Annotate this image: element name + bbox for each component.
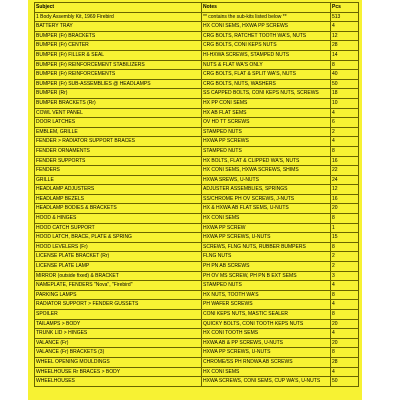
table-row bbox=[35, 233, 359, 243]
cell-pcs: 16 bbox=[331, 156, 359, 166]
cell-notes: FLNG NUTS bbox=[202, 252, 331, 262]
table-row bbox=[35, 156, 359, 166]
cell-pcs: 1 bbox=[331, 223, 359, 233]
table-row bbox=[35, 223, 359, 233]
cell-subject: 1 Body Assembly Kit, 1969 Firebird bbox=[35, 12, 202, 22]
cell-subject: PARKING LAMPS bbox=[35, 290, 202, 300]
table-row bbox=[35, 146, 359, 156]
cell-notes: HX PP CONI SEMS bbox=[202, 98, 331, 108]
table-row bbox=[35, 310, 359, 320]
cell-notes: HX CONI SEMS, HXWA PP SCREWS bbox=[202, 22, 331, 32]
table-row bbox=[35, 118, 359, 128]
cell-pcs: 28 bbox=[331, 41, 359, 51]
header-notes: Notes bbox=[202, 3, 331, 13]
cell-notes: CONI KEPS NUTS, MASTIC SEALER bbox=[202, 310, 331, 320]
cell-subject: HOOD & HINGES bbox=[35, 214, 202, 224]
cell-notes: PH WAFER SCREWS bbox=[202, 300, 331, 310]
cell-notes: STAMPED NUTS bbox=[202, 146, 331, 156]
table-row bbox=[35, 300, 359, 310]
cell-pcs: 24 bbox=[331, 175, 359, 185]
cell-subject: TAILAMPS > BODY bbox=[35, 319, 202, 329]
cell-pcs: 4 bbox=[331, 329, 359, 339]
cell-pcs: 4 bbox=[331, 22, 359, 32]
cell-pcs: 20 bbox=[331, 204, 359, 214]
cell-pcs: 3 bbox=[331, 271, 359, 281]
cell-subject: BUMPER (Fr) FILLER & SEAL bbox=[35, 50, 202, 60]
cell-notes: HXWA SCREWS, CONI SEMS, CUP WA'S, U-NUTS bbox=[202, 377, 331, 387]
cell-pcs: 4 bbox=[331, 300, 359, 310]
cell-pcs: 8 bbox=[331, 242, 359, 252]
cell-pcs: 14 bbox=[331, 50, 359, 60]
cell-subject: COWL VENT PANEL bbox=[35, 108, 202, 118]
cell-notes: HXWA SREWS, U-NUTS bbox=[202, 175, 331, 185]
cell-subject: SPOILER bbox=[35, 310, 202, 320]
cell-pcs: 10 bbox=[331, 98, 359, 108]
cell-notes: SS CAPPED BOLTS, CONI KEPS NUTS, SCREWS bbox=[202, 89, 331, 99]
table-row bbox=[35, 89, 359, 99]
cell-subject: MIRROR (outside fixed) & BRACKET bbox=[35, 271, 202, 281]
table-row bbox=[35, 41, 359, 51]
cell-pcs: 8 bbox=[331, 290, 359, 300]
table-row bbox=[35, 194, 359, 204]
cell-pcs: 8 bbox=[331, 214, 359, 224]
table-row bbox=[35, 12, 359, 22]
cell-pcs: 28 bbox=[331, 357, 359, 367]
cell-notes: HXWA AB & PP SCREWS, U-NUTS bbox=[202, 338, 331, 348]
cell-pcs: 513 bbox=[331, 12, 359, 22]
cell-subject: BATTERY TRAY bbox=[35, 22, 202, 32]
cell-notes: STAMPED NUTS bbox=[202, 281, 331, 291]
cell-pcs: 6 bbox=[331, 118, 359, 128]
cell-notes: QUICKY BOLTS, CONI TOOTH KEPS NUTS bbox=[202, 319, 331, 329]
cell-pcs: 22 bbox=[331, 166, 359, 176]
cell-pcs: 20 bbox=[331, 319, 359, 329]
cell-notes: HXWA PP SCREW bbox=[202, 223, 331, 233]
table-row bbox=[35, 60, 359, 70]
table-row bbox=[35, 357, 359, 367]
table-row bbox=[35, 185, 359, 195]
cell-pcs: 16 bbox=[331, 194, 359, 204]
cell-notes: STAMPED NUTS bbox=[202, 127, 331, 137]
table-row bbox=[35, 290, 359, 300]
cell-pcs: 18 bbox=[331, 89, 359, 99]
cell-subject: DOOR LATCHES bbox=[35, 118, 202, 128]
cell-pcs: 12 bbox=[331, 185, 359, 195]
cell-notes: NUTS & FLAT WA'S ONLY bbox=[202, 60, 331, 70]
cell-subject: WHEELHOUSE Rr BRACES > BODY bbox=[35, 367, 202, 377]
cell-subject: EMBLEM, GRILLE bbox=[35, 127, 202, 137]
cell-pcs: 4 bbox=[331, 367, 359, 377]
cell-subject: VALANCE (Fr) BRACKETS (3) bbox=[35, 348, 202, 358]
cell-pcs: 20 bbox=[331, 338, 359, 348]
table-row bbox=[35, 108, 359, 118]
cell-notes: HX CONI SEMS, HXWA SCREWS, SHIMS bbox=[202, 166, 331, 176]
table-row bbox=[35, 214, 359, 224]
cell-notes: HX CONI SEMS bbox=[202, 214, 331, 224]
table-row bbox=[35, 377, 359, 387]
table-row bbox=[35, 22, 359, 32]
cell-pcs: 50 bbox=[331, 79, 359, 89]
cell-notes: HXWA PP SCREWS, U-NUTS bbox=[202, 233, 331, 243]
cell-notes: HX & HXWA AB FLAT SEMS, U-NUTS bbox=[202, 204, 331, 214]
cell-subject: HEADLAMP BEZELS bbox=[35, 194, 202, 204]
cell-subject: RADIATOR SUPPORT > FENDER GUSSETS bbox=[35, 300, 202, 310]
cell-subject: HOOD LEVELERS (Fr) bbox=[35, 242, 202, 252]
cell-subject: TRUNK LID > HINGES bbox=[35, 329, 202, 339]
table-row bbox=[35, 242, 359, 252]
cell-pcs: 4 bbox=[331, 281, 359, 291]
cell-subject: HEADLAMP BODIES & BRACKETS bbox=[35, 204, 202, 214]
cell-subject: FENDER > RADIATOR SUPPORT BRACES bbox=[35, 137, 202, 147]
cell-notes: HI-HXWA SCREWS, STAMPED NUTS bbox=[202, 50, 331, 60]
cell-subject: VALANCE (Fr) bbox=[35, 338, 202, 348]
cell-notes: HX AB FLAT SEMS bbox=[202, 108, 331, 118]
cell-pcs: 4 bbox=[331, 137, 359, 147]
cell-pcs: 2 bbox=[331, 262, 359, 272]
cell-notes: CHROME/SS PH RNDWA AB SCREWS bbox=[202, 357, 331, 367]
table-row bbox=[35, 271, 359, 281]
cell-subject: LICENSE PLATE LAMP bbox=[35, 262, 202, 272]
cell-subject: LICENSE PLATE BRACKET (Rr) bbox=[35, 252, 202, 262]
table-row bbox=[35, 50, 359, 60]
cell-notes: ADJUSTER ASSEMBLIES, SPRINGS bbox=[202, 185, 331, 195]
cell-notes: CRG BOLTS, RATCHET TOOTH WA'S, NUTS bbox=[202, 31, 331, 41]
cell-pcs: 2 bbox=[331, 252, 359, 262]
table-row bbox=[35, 367, 359, 377]
cell-subject: NAMEPLATE, FENDERS "Nova", "Firebird" bbox=[35, 281, 202, 291]
table-row bbox=[35, 79, 359, 89]
cell-subject: BUMPER BRACKETS (Rr) bbox=[35, 98, 202, 108]
cell-notes: CRG BOLTS, FLAT & SPLIT WA'S, NUTS bbox=[202, 70, 331, 80]
cell-notes: SCREWS, FLNG NUTS, RUBBER BUMPERS bbox=[202, 242, 331, 252]
cell-notes: OV HD TT SCREWS bbox=[202, 118, 331, 128]
cell-subject: HOOD CATCH SUPPORT bbox=[35, 223, 202, 233]
cell-subject: WHEELHOUSES bbox=[35, 377, 202, 387]
cell-subject: GRILLE bbox=[35, 175, 202, 185]
cell-pcs: 15 bbox=[331, 233, 359, 243]
cell-subject: HEADLAMP ADJUSTERS bbox=[35, 185, 202, 195]
cell-subject: HOOD LATCH, BRACE, PLATE & SPRING bbox=[35, 233, 202, 243]
cell-notes: CRG BOLTS, CONI KEPS NUTS bbox=[202, 41, 331, 51]
table-row bbox=[35, 70, 359, 80]
cell-notes: PH PN AB SCREWS bbox=[202, 262, 331, 272]
table-row bbox=[35, 127, 359, 137]
cell-notes: HXWA PP SCREWS bbox=[202, 137, 331, 147]
cell-pcs: 8 bbox=[331, 348, 359, 358]
cell-subject: FENDER SUPPORTS bbox=[35, 156, 202, 166]
cell-notes: HX NUTS, TOOTH WA'S bbox=[202, 290, 331, 300]
cell-notes: HX CONI SEMS bbox=[202, 367, 331, 377]
table-row bbox=[35, 319, 359, 329]
table-row bbox=[35, 31, 359, 41]
cell-subject: BUMPER (Fr) REINFORCEMENT STABILIZERS bbox=[35, 60, 202, 70]
table-row bbox=[35, 252, 359, 262]
cell-subject: BUMPER (Fr) SUB-ASSEMBLIES @ HEADLAMPS bbox=[35, 79, 202, 89]
table-row bbox=[35, 348, 359, 358]
table-row bbox=[35, 98, 359, 108]
parts-table bbox=[34, 2, 359, 387]
header-pcs: Pcs bbox=[331, 3, 359, 13]
table-row bbox=[35, 262, 359, 272]
table-row bbox=[35, 175, 359, 185]
table-header-row bbox=[35, 3, 359, 13]
cell-notes: HX CONI TOOTH SEMS bbox=[202, 329, 331, 339]
cell-notes: ** contains the sub-kits listed below ** bbox=[202, 12, 331, 22]
cell-pcs: 8 bbox=[331, 146, 359, 156]
table-row bbox=[35, 166, 359, 176]
cell-pcs: 4 bbox=[331, 108, 359, 118]
cell-subject: BUMPER (Fr) REINFORCEMENTS bbox=[35, 70, 202, 80]
cell-subject: WHEEL OPENING MOULDINGS bbox=[35, 357, 202, 367]
header-subject: Subject bbox=[35, 3, 202, 13]
cell-pcs: 8 bbox=[331, 60, 359, 70]
table-row bbox=[35, 204, 359, 214]
cell-pcs: 40 bbox=[331, 70, 359, 80]
table-row bbox=[35, 329, 359, 339]
cell-pcs: 12 bbox=[331, 31, 359, 41]
cell-notes: SS/CHROME PH OV SCREWS, J-NUTS bbox=[202, 194, 331, 204]
table-row bbox=[35, 281, 359, 291]
cell-pcs: 50 bbox=[331, 377, 359, 387]
cell-notes: HX BOLTS, FLAT & CLIPPED WA'S, NUTS bbox=[202, 156, 331, 166]
cell-subject: FENDER ORNAMENTS bbox=[35, 146, 202, 156]
cell-notes: CRG BOLTS, NUTS, WASHERS bbox=[202, 79, 331, 89]
table-row bbox=[35, 338, 359, 348]
table-row bbox=[35, 137, 359, 147]
cell-subject: BUMPER (Fr) CENTER bbox=[35, 41, 202, 51]
cell-notes: HXWA PP SCREWS, U-NUTS bbox=[202, 348, 331, 358]
cell-pcs: 8 bbox=[331, 310, 359, 320]
cell-notes: PH OV MS SCREW, PH PN B EXT SEMS bbox=[202, 271, 331, 281]
cell-subject: FENDERS bbox=[35, 166, 202, 176]
cell-subject: BUMPER (Rr) bbox=[35, 89, 202, 99]
cell-pcs: 2 bbox=[331, 127, 359, 137]
cell-subject: BUMPER (Fr) BRACKETS bbox=[35, 31, 202, 41]
